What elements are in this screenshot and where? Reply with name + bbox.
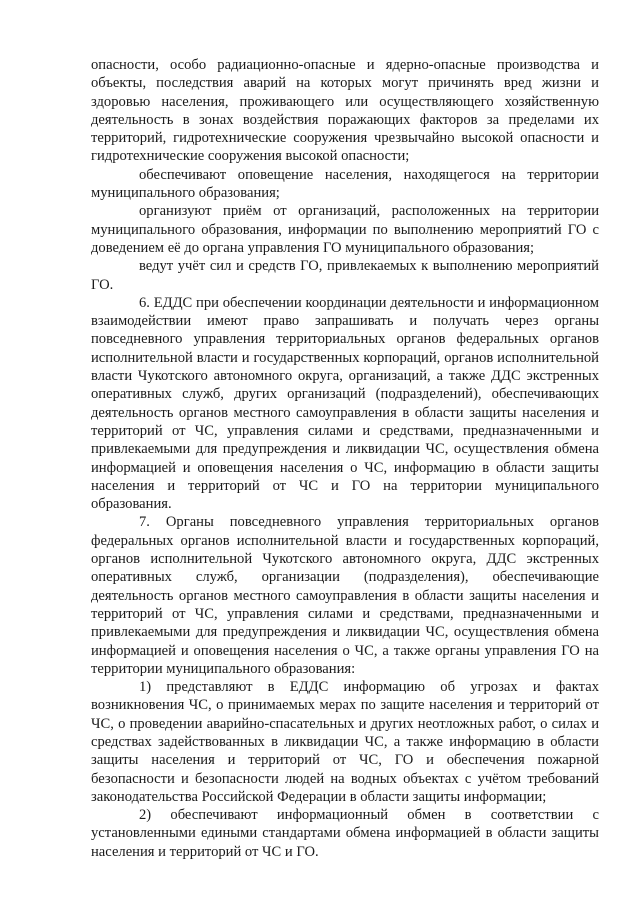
paragraph-accounting: ведут учёт сил и средств ГО, привлекаемых к выполнению мероприятий ГО. [91, 258, 599, 293]
paragraph-subitem-1: 1) представляют в ЕДДС информацию об угрозах и фактах возникновения ЧС, о принимаемых мерах по защите населения и территорий от ЧС, о проведении аварийно-спасательных и других неотложных работ, о силах и средствах задействованных в ликвидации ЧС, а также информацию в области защиты населения и территорий от ЧС, ГО и обеспечения пожарной безопасности и безопасности людей на водных объектах с учётом требований законодательства Российской Федерации в области защиты информации; [91, 679, 599, 805]
paragraph-notification: обеспечивают оповещение населения, находящегося на территории муниципального образования; [91, 166, 599, 202]
paragraph-subitem-2: 2) обеспечивают информационный обмен в соответствии с установленными едиными стандартами обмена информацией в области защиты населения и территорий от ЧС и ГО. [91, 807, 599, 860]
paragraph-continuation: опасности, особо радиационно-опасные и ядерно-опасные производства и объекты, последствия аварий на которых могут причинять вред жизни и здоровью населения, проживающего или осуществляющего хозяйственную деятельность в зонах воздействия поражающих факторов за пределами их территорий, гидротехнические сооружения чрезвычайно высокой опасности и гидротехнические сооружения высокой опасности; [91, 57, 599, 165]
paragraph-reception: организуют приём от организаций, расположенных на территории муниципального образования, информации по выполнению мероприятий ГО с доведением её до органа управления ГО муниципального образования; [91, 203, 599, 256]
document-page [91, 56, 599, 861]
paragraph-item-6: 6. ЕДДС при обеспечении координации деятельности и информационном взаимодействии имеют право запрашивать и получать через органы повседневного управления территориальных органов федеральных органов исполнительной власти и государственных корпораций, органов исполнительной власти Чукотского автономного округа, организаций, а также ДДС экстренных оперативных служб, других организаций (подразделений), обеспечивающих деятельность органов местного самоуправления в области защиты населения и территорий от ЧС, управления силами и средствами, предназначенными и привлекаемыми для предупреждения и ликвидации ЧС, осуществления обмена информацией и оповещения населения о ЧС, информацию в области защиты населения и территорий от ЧС и ГО на территории муниципального образования. [91, 294, 599, 513]
paragraph-item-7: 7. Органы повседневного управления территориальных органов федеральных органов исполнительной власти и государственных корпораций, органов исполнительной Чукотского автономного округа, ДДС экстренных оперативных служб, организации (подразделения), обеспечивающие деятельность органов местного самоуправления в области защиты населения и территорий от ЧС, управления силами и средствами, предназначенными и привлекаемыми для предупреждения и ликвидации ЧС, осуществления обмена информацией и оповещения населения о ЧС, а также органы управления ГО на территории муниципального образования: [91, 514, 599, 677]
